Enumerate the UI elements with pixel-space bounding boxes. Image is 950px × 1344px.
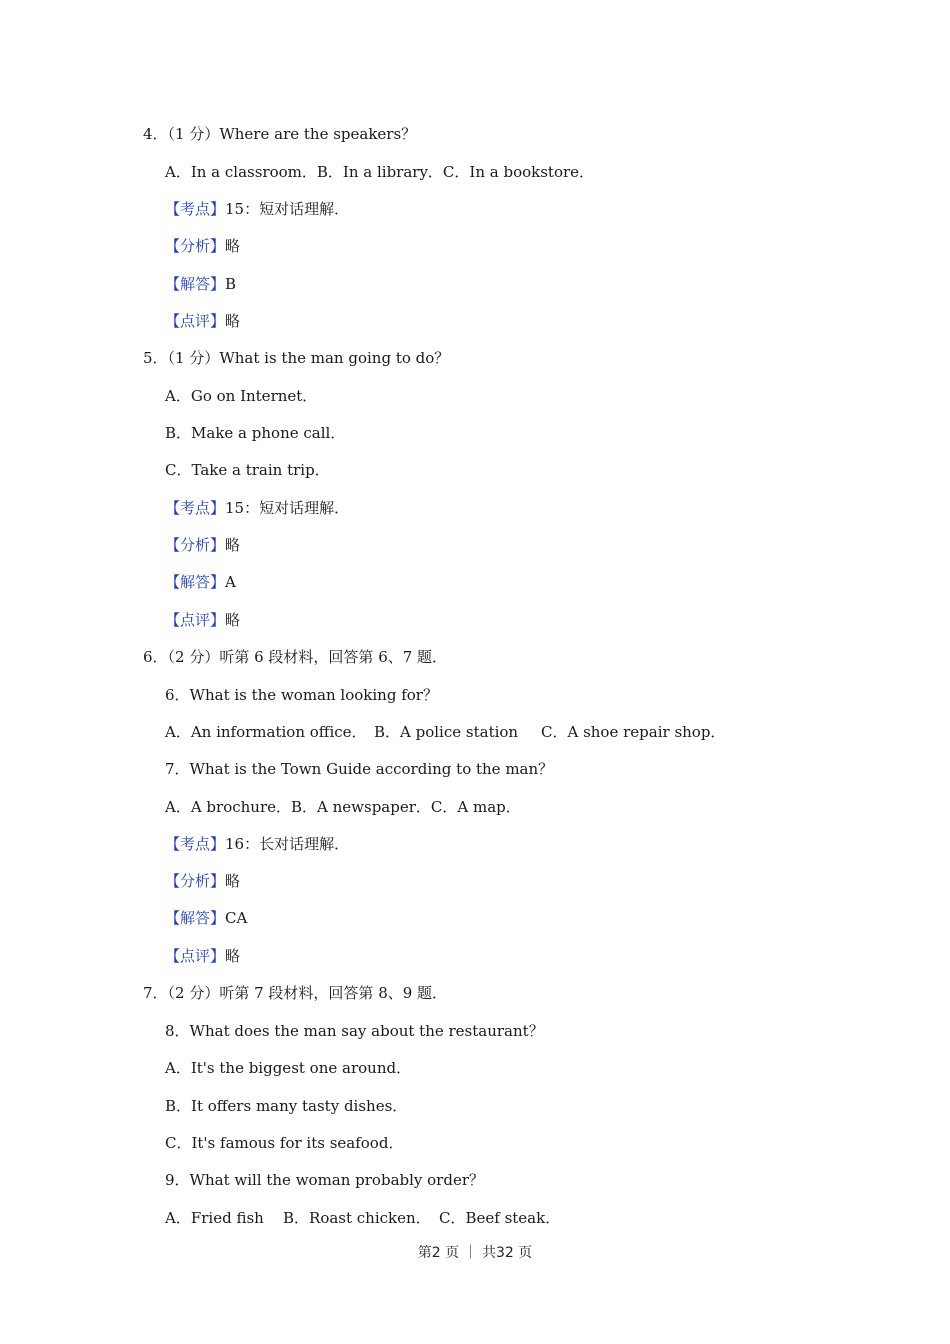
q6-answer-row — [165, 908, 247, 928]
q4-point-text: 15：短对话理解． — [225, 200, 350, 218]
question-5-stem: 5．（1 分）What is the man going to do？ — [143, 349, 450, 367]
q5-review-text: 略 — [225, 611, 241, 629]
sub-question-6-option-c: C．A shoe repair shop． — [541, 723, 726, 741]
q4-analysis-row — [165, 236, 240, 256]
page-footer: 第2 页 ｜ 共32 页 — [417, 1245, 533, 1261]
q5-answer-row — [165, 572, 236, 592]
q5-point-row — [165, 498, 349, 518]
q5-review-row — [165, 610, 240, 630]
q4-analysis-text: 略 — [225, 237, 241, 255]
q4-review-text: 略 — [225, 312, 241, 330]
q6-point-row — [165, 834, 349, 854]
q4-answer-text: B — [225, 275, 237, 293]
sub-question-6-option-b: B．A police station — [374, 723, 519, 741]
sub-question-6: 6．What is the woman looking for？ — [165, 686, 438, 704]
q6-analysis-text: 略 — [225, 872, 241, 890]
answer-tag: 【解答】 — [165, 275, 226, 293]
review-tag: 【点评】 — [165, 611, 226, 629]
q4-review-row — [165, 311, 240, 331]
sub-question-7: 7．What is the Town Guide according to the man？ — [165, 760, 554, 778]
q5-analysis-text: 略 — [225, 536, 241, 554]
sub-question-9: 9．What will the woman probably order？ — [165, 1171, 484, 1189]
sub-question-9-option-b: B．Roast chicken． — [283, 1209, 431, 1227]
analysis-tag: 【分析】 — [165, 872, 226, 890]
q5-option-b: B．Make a phone call． — [165, 424, 346, 442]
q5-point-text: 15：短对话理解． — [225, 499, 350, 517]
q5-answer-text: A — [225, 573, 236, 591]
point-tag: 【考点】 — [165, 200, 226, 218]
q4-point-row — [165, 199, 349, 219]
point-tag: 【考点】 — [165, 835, 226, 853]
analysis-tag: 【分析】 — [165, 237, 226, 255]
q5-analysis-row — [165, 535, 240, 555]
sub-question-7-options: A．A brochure．B．A newspaper．C．A map． — [165, 798, 521, 816]
analysis-tag: 【分析】 — [165, 536, 226, 554]
question-4-options: A．In a classroom．B．In a library．C．In a bookstore． — [165, 163, 595, 181]
sub-question-6-option-a: A．An information office． — [165, 723, 367, 741]
review-tag: 【点评】 — [165, 947, 226, 965]
sub-question-8-option-a: A．It's the biggest one around． — [165, 1059, 412, 1077]
review-tag: 【点评】 — [165, 312, 226, 330]
answer-tag: 【解答】 — [165, 573, 226, 591]
point-tag: 【考点】 — [165, 499, 226, 517]
q5-option-a: A．Go on Internet． — [165, 387, 318, 405]
question-4-stem: 4．（1 分）Where are the speakers？ — [143, 125, 417, 143]
sub-question-9-option-c: C．Beef steak． — [439, 1209, 561, 1227]
question-7-stem: 7．（2 分）听第 7 段材料，回答第 8、9 题． — [143, 984, 448, 1002]
q6-review-row — [165, 946, 240, 966]
question-6-stem: 6．（2 分）听第 6 段材料，回答第 6、7 题． — [143, 648, 448, 666]
sub-question-8: 8．What does the man say about the restaurant？ — [165, 1022, 544, 1040]
q4-answer-row — [165, 274, 236, 294]
q6-answer-text: CA — [225, 909, 248, 927]
sub-question-8-option-c: C．It's famous for its seafood． — [165, 1134, 404, 1152]
answer-tag: 【解答】 — [165, 909, 226, 927]
q6-point-text: 16：长对话理解． — [225, 835, 350, 853]
q6-analysis-row — [165, 871, 240, 891]
q5-option-c: C．Take a train trip． — [165, 461, 330, 479]
sub-question-9-option-a: A．Fried fish — [165, 1209, 264, 1227]
q6-review-text: 略 — [225, 947, 241, 965]
sub-question-8-option-b: B．It offers many tasty dishes． — [165, 1097, 408, 1115]
